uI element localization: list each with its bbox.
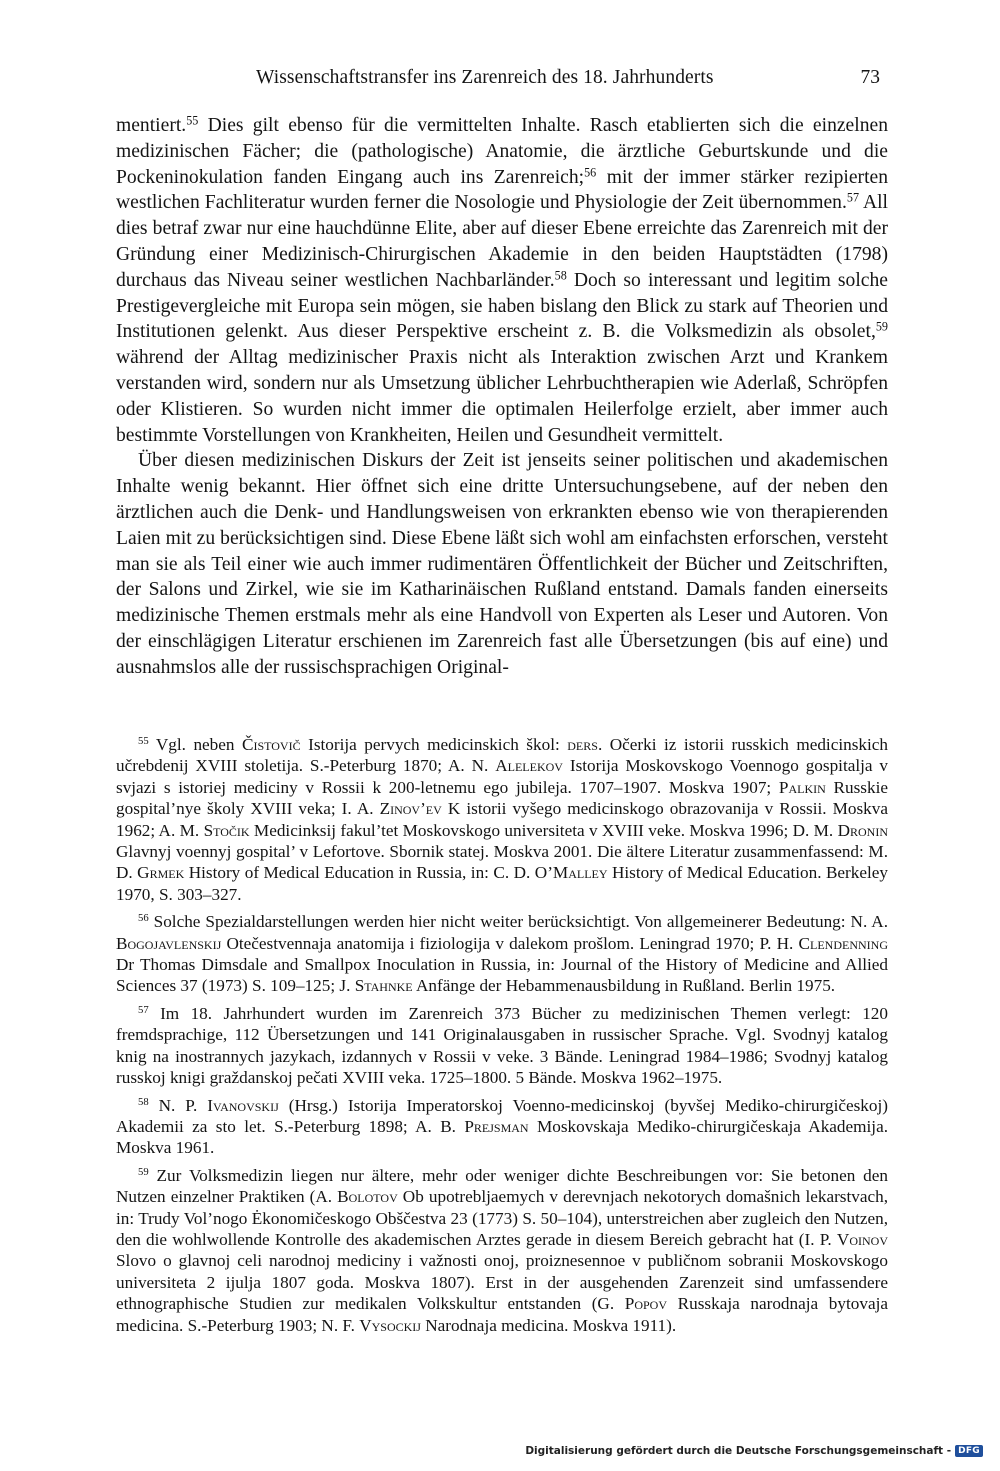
dfg-logo-icon: DFG <box>955 1445 983 1457</box>
main-text <box>116 113 888 681</box>
running-head <box>256 64 886 92</box>
footnote-58: $^{58}$ N. P. Ivanovskij (Hrsg.) Istorija Imperatorskoj Voenno-medicinskoj (byvšej Mediko-chirurgičeskoj) Akademii za sto let. S.-Peterburg 1898; A. B. Prejsman Moskovskaja Mediko-chirurgičeskaja Akademija. Moskva 1961. <box>116 1095 888 1158</box>
running-title: Wissenschaftstransfer ins Zarenreich des 18. Jahrhunderts <box>256 67 714 88</box>
footnote-ref-58[interactable]: 58 <box>554 268 567 283</box>
footnote-number: 57 <box>138 1005 149 1017</box>
footnote-57: $^{57}$ Im 18. Jahrhundert wurden im Zarenreich 373 Bücher zu medizinischen Themen verlegt: 120 fremdsprachige, 112 Übersetzungen und 141 Originalausgaben in russischer Sprache. Vgl. Svodnyj katalog knig na inostrannych jazykach, izdannych v Rossii v veke. 3 Bände. Leningrad 1984–1986; Svodnyj katalog russkoj knigi graždanskoj pečati XVIII veka. 1725–1800. 5 Bände. Moskva 1962–1975. <box>116 1003 888 1088</box>
footnote-number: 56 <box>138 913 149 925</box>
footnote-ref-56[interactable]: 56 <box>584 164 597 179</box>
paragraph-1: mentiert.$^{55}$ Dies gilt ebenso für die vermittelten Inhalte. Rasch etablierten sich die einzelnen medizinischen Fächer; die (pathologische) Anatomie, die ärztliche Geburtskunde und die Pockeninokulation fanden Eingang auch ins Zarenreich;$^{56}$ mit der immer stärker rezipierten westlichen Fachliteratur wurden ferner die Nosologie und Physiologie der Zeit übernommen.$^{57}$ All dies betraf zwar nur eine hauchdünne Elite, aber auf dieser Ebene erreichte das Zarenreich mit der Gründung einer Medizinisch-Chirurgischen Akademie in den beiden Hauptstädten (1798) durchaus das Niveau seiner westlichen Nachbarländer.$^{58}$ Doch so interessant und legitim solche Prestigevergleiche mit Europa sein mögen, sie haben bislang den Blick zu stark auf Theorien und Institutionen gelenkt. Aus dieser Perspektive erscheint z. B. die Volksmedizin als obsolet,$^{59}$ während der Alltag medizinischer Praxis nicht als Interaktion zwischen Arzt und Krankem verstanden wird, sondern nur als Umsetzung üblicher Lehrbuchtherapien wie Aderlaß, Schröpfen oder Klistieren. So wurden nicht immer die optimalen Heilerfolge erzielt, aber immer auch bestimmte Vorstellungen von Krankheiten, Heilen und Gesundheit vermittelt. <box>116 113 889 446</box>
page-number: 73 <box>860 67 880 88</box>
footnote-56: $^{56}$ Solche Spezialdarstellungen werden hier nicht weiter berücksichtigt. Von allgemeinerer Bedeutung: N. A. Bogojavlenskij Otečestvennaja anatomija i fiziologija v dalekom prošlom. Leningrad 1970; P. H. Clendenning Dr Thomas Dimsdale and Smallpox Inoculation in Russia, in: Journal of the History of Medicine and Allied Sciences 37 (1973) S. 109–125; J. Stahnke Anfänge der Hebammenausbildung in Rußland. Berlin 1975. <box>116 912 888 996</box>
footnote-number: 55 <box>138 736 149 748</box>
paragraph-2: Über diesen medizinischen Diskurs der Zeit ist jenseits seiner politischen und akademischen Inhalte wenig bekannt. Hier öffnet sich eine dritte Untersuchungsebene, auf der neben den ärztlichen auch die Denk- und Handlungsweisen von erkrankten ebenso wie von therapierenden Laien mit zu berücksichtigen sind. Diese Ebene läßt sich wohl am einfachsten erforschen, versteht man sie als Teil einer wie auch immer rudimentären Öffentlichkeit der Bücher und Zeitschriften, der Salons und Zirkel, wie sie im Katharinäischen Rußland entstand. Damals fanden einerseits medizinische Themen erstmals mehr als eine Handvoll von Experten als Leser und Autoren. Von der einschlägigen Literatur erschienen im Zarenreich fast alle Übersetzungen (bis auf eine) und ausnahmslos alle der russischsprachigen Original- <box>116 450 888 678</box>
footnote-55: $^{55}$ Vgl. neben Čistovič Istorija pervych medicinskich škol: ders. Očerki iz istorii russkich medicinskich učrebdenij XVIII stoletija. S.-Peterburg 1870; A. N. Alelekov Istorija Moskovskogo Voennogo gospitalja v svjazi s istoriej mediciny v Rossii k 200-letnemu ego jubileja. 1707–1907. Moskva 1907; Palkin Russkie gospital’nye školy XVIII veka; I. A. Zinov’ev K istorii vyšego medicinskogo obrazovanija v Rossii. Moskva 1962; A. M. Stočik Medicinksij fakul’tet Moskovskogo universiteta v XVIII veke. Moskva 1996; D. M. Dronin Glavnyj voennyj gospital’ v Lefortove. Sbornik statej. Moskva 2001. Die ältere Literatur zusammenfassend: M. D. Grmek History of Medical Education in Russia, in: C. D. O’Malley History of Medical Education. Berkeley 1970, S. 303–327. <box>116 735 889 904</box>
footnote-number: 59 <box>138 1166 149 1178</box>
footnote-ref-59[interactable]: 59 <box>875 319 888 334</box>
digitization-footer <box>525 1442 983 1460</box>
footnote-number: 58 <box>138 1096 149 1108</box>
footnotes <box>116 734 888 1342</box>
funding-note: Digitalisierung gefördert durch die Deutsche Forschungsgemeinschaft - <box>525 1445 952 1457</box>
footnote-ref-57[interactable]: 57 <box>846 190 860 205</box>
footnote-59: $^{59}$ Zur Volksmedizin liegen nur ältere, mehr oder weniger dichte Beschreibungen vor: Sie betonen den Nutzen einzelner Praktiken (A. Bolotov Ob upotrebljaemych v derevnjach nekotorych domašnich lekarstvach, in: Trudy Vol’nogo Ėkonomičeskogo Obščestva 23 (1773) S. 50–104), unterstreichen aber zugleich den Nutzen, den die wohlwollende Kontrolle des akademischen Arztes gerade in diesem Bereich gebracht hat (I. P. Voinov Slovo o glavnoj celi narodnoj mediciny i važnosti onoj, proiznesennoe v publičnom sobranii Moskovskogo universiteta 2 ijulja 1807 goda. Moskva 1807). Erst in der ausgehenden Zarenzeit sind umfassendere ethnographische Studien zur medikalen Volkskultur entstanden (G. Popov Russkaja narodnaja bytovaja medicina. S.-Peterburg 1903; N. F. Vysockij Narodnaja medicina. Moskva 1911). <box>116 1165 889 1335</box>
footnote-ref-55[interactable]: 55 <box>186 113 199 128</box>
